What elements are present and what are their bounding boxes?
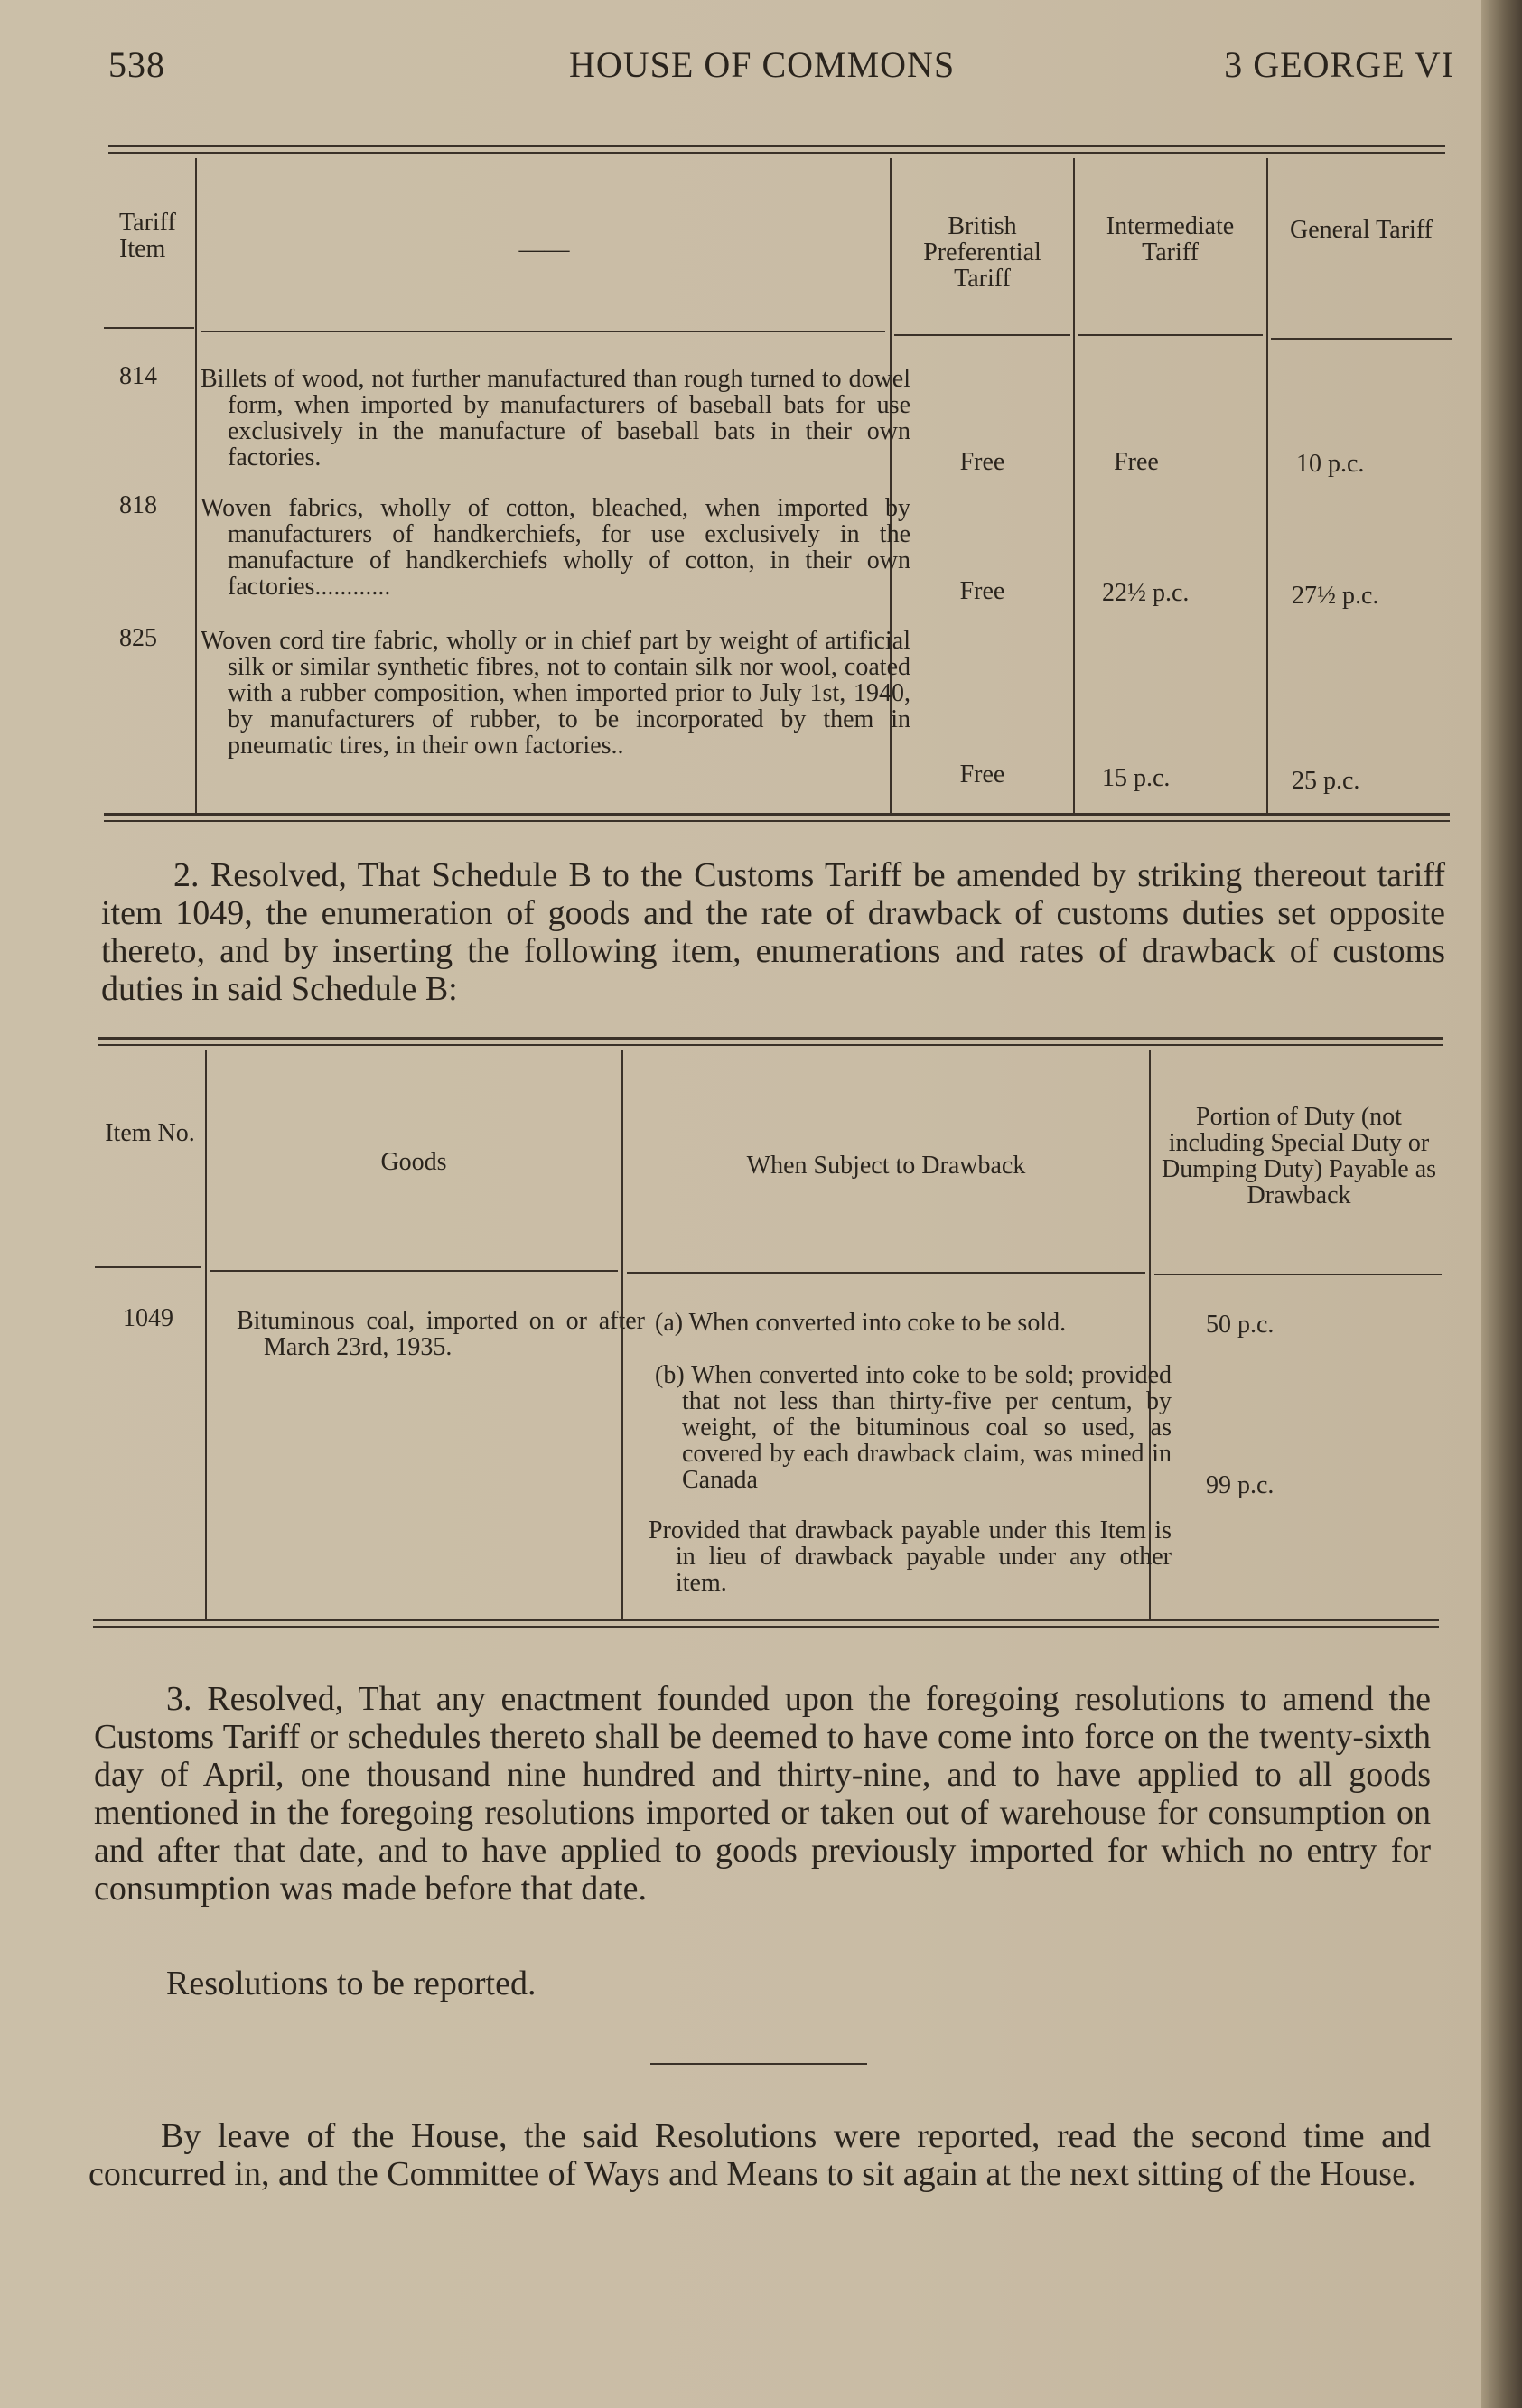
header-intermediate: Intermediate Tariff — [1106, 212, 1235, 266]
item-number: 1049 — [123, 1304, 173, 1332]
header-rule — [95, 1266, 201, 1268]
header-rule — [104, 327, 194, 329]
row-814-description: Billets of wood, not further manufactured than rough turned to dowel form, when imported by manufacturers of baseball bats for use exclusively in the manufacture of baseball bats in their own factories. — [201, 365, 910, 471]
row-825-description: Woven cord tire fabric, wholly or in chief part by weight of artificial silk or similar synthetic fibres, not to contain silk nor wool, coated with a rubber composition, when imported prior to July 1st, 1940, by manufacturers of rubber, to be incorporated by them in pneumatic tires, in their own factories.. — [201, 627, 910, 760]
row-825-british: Free — [959, 761, 1005, 789]
header-tariff-item: Tariff Item — [119, 209, 176, 263]
page-header — [108, 43, 1454, 98]
column-divider — [195, 158, 197, 813]
column-divider — [1266, 158, 1268, 813]
resolutions-reported: Resolutions to be reported. — [166, 1965, 537, 2002]
row-818-intermediate: 22½ p.c. — [1102, 579, 1190, 607]
table-top-rule — [98, 1037, 1443, 1046]
header-general: General Tariff — [1290, 216, 1433, 244]
condition-b: (b) When converted into coke to be sold; provided that not less than thirty-five per centum, by weight, of the bituminous coal so used, as covered by each drawback claim, was mined in Canada — [655, 1361, 1172, 1494]
header-when: When Subject to Drawback — [746, 1152, 1026, 1180]
header-rule — [894, 334, 1070, 336]
row-814-general: 10 p.c. — [1296, 450, 1365, 478]
row-825-intermediate: 15 p.c. — [1102, 764, 1171, 792]
portion-a: 50 p.c. — [1206, 1311, 1275, 1339]
header-rule — [627, 1272, 1145, 1274]
header-rule — [210, 1270, 618, 1272]
row-814-item: 814 — [119, 362, 157, 390]
header-description: —— — [518, 236, 570, 264]
header-rule — [1078, 334, 1263, 336]
table-bottom-rule — [104, 813, 1450, 822]
proviso: Provided that drawback payable under this Item is in lieu of drawback payable under any other item. — [649, 1517, 1172, 1597]
row-818-british: Free — [959, 577, 1005, 605]
page-number: 538 — [108, 44, 165, 85]
row-818-general: 27½ p.c. — [1292, 582, 1379, 610]
resolution-3: 3. Resolved, That any enactment founded upon the foregoing resolutions to amend the Customs Tariff or schedules thereto shall be deemed to have come into force on the twenty-sixth day of April, one thousand nine hundred and thirty-nine, and to have applied to all goods mentioned in the foregoing resolutions imported or taken out of warehouse for consumption on and after that date, and to have applied to goods previously imported for which no entry for consumption was made before that date. — [94, 1680, 1431, 1908]
goods-description: Bituminous coal, imported on or after March 23rd, 1935. — [237, 1307, 645, 1361]
row-818-item: 818 — [119, 491, 157, 519]
header-rule — [1271, 338, 1452, 340]
header-portion: Portion of Duty (not including Special Duty or Dumping Duty) Payable as Drawback — [1161, 1103, 1437, 1209]
page-title: HOUSE OF COMMONS — [569, 44, 956, 85]
page-edge — [1481, 0, 1522, 2408]
condition-a: (a) When converted into coke to be sold. — [655, 1309, 1067, 1337]
table-bottom-rule — [93, 1619, 1439, 1628]
row-825-general: 25 p.c. — [1292, 767, 1360, 795]
row-818-description: Woven fabrics, wholly of cotton, bleached, when imported by manufacturers of handkerchiefs, for use exclusively in the manufacture of handkerchiefs wholly of cotton, in their own factories............ — [201, 494, 910, 601]
leave-of-house: By leave of the House, the said Resolutions were reported, read the second time and concurred in, and the Committee of Ways and Means to sit again at the next sitting of the House. — [89, 2117, 1431, 2193]
header-rule — [201, 331, 885, 332]
row-825-item: 825 — [119, 624, 157, 652]
portion-b: 99 p.c. — [1206, 1471, 1275, 1499]
column-divider — [1073, 158, 1075, 813]
row-814-british: Free — [959, 448, 1005, 476]
header-rule — [1154, 1274, 1442, 1275]
header-british: British Preferential Tariff — [923, 212, 1041, 293]
reign-label: 3 GEORGE VI — [1224, 44, 1454, 85]
row-814-intermediate: Free — [1114, 448, 1159, 476]
table-top-rule — [108, 145, 1445, 154]
column-divider — [205, 1050, 207, 1619]
header-item-no: Item No. — [105, 1119, 195, 1147]
separator-rule — [650, 2063, 867, 2065]
resolution-2: 2. Resolved, That Schedule B to the Customs Tariff be amended by striking thereout tariff item 1049, the enumeration of goods and the rate of drawback of customs duties set opposite thereto, and by inserting the following item, enumerations and rates of drawback of customs duties in said Schedule B: — [101, 856, 1445, 1008]
header-goods: Goods — [380, 1148, 447, 1176]
